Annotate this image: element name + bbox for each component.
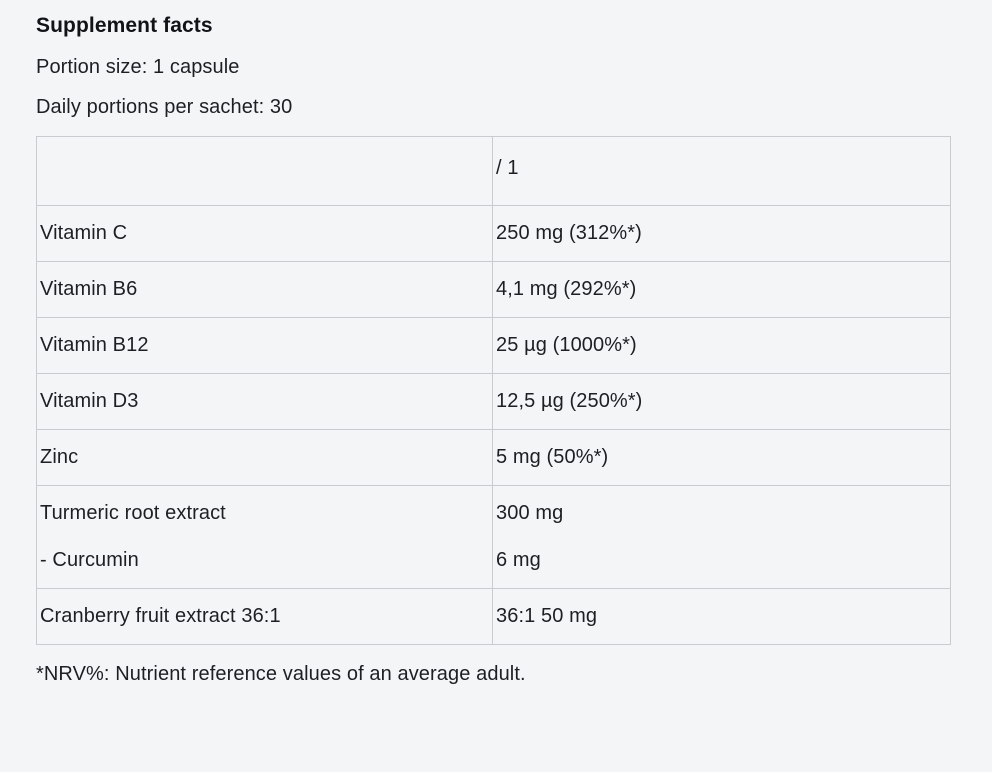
nutrient-amount: 4,1 mg (292%*) — [493, 262, 951, 318]
nutrient-name: Vitamin D3 — [37, 374, 493, 430]
table-row — [37, 262, 951, 318]
portion-size-text: Portion size: 1 capsule — [36, 56, 240, 78]
nutrient-name: Turmeric root extract — [40, 502, 226, 524]
nutrient-amount-group — [493, 486, 951, 589]
nutrient-name: Zinc — [37, 430, 493, 486]
table-row — [37, 589, 951, 645]
table-header-row — [37, 137, 951, 206]
table-row — [37, 486, 951, 589]
nutrient-name: Vitamin B6 — [37, 262, 493, 318]
table-row — [37, 374, 951, 430]
daily-portions-text: Daily portions per sachet: 30 — [36, 96, 293, 118]
page-title: Supplement facts — [36, 14, 213, 37]
nutrient-name-group — [37, 486, 493, 589]
nutrient-amount: 300 mg — [496, 502, 564, 524]
nutrient-amount: 25 µg (1000%*) — [493, 318, 951, 374]
supplement-facts-table — [36, 136, 951, 645]
nutrient-name: Vitamin C — [37, 206, 493, 262]
table-header-name-cell — [37, 137, 493, 206]
nrv-footnote: *NRV%: Nutrient reference values of an average adult. — [36, 663, 526, 685]
table-row — [37, 430, 951, 486]
nutrient-sub-amount: 6 mg — [496, 549, 541, 571]
nutrient-subname: - Curcumin — [40, 549, 139, 571]
nutrient-amount: 5 mg (50%*) — [493, 430, 951, 486]
nutrient-amount: 12,5 µg (250%*) — [493, 374, 951, 430]
table-header-value-cell: / 1 — [493, 137, 951, 206]
nutrient-name: Cranberry fruit extract 36:1 — [37, 589, 493, 645]
table-row — [37, 206, 951, 262]
nutrient-amount: 36:1 50 mg — [493, 589, 951, 645]
nutrient-name: Vitamin B12 — [37, 318, 493, 374]
table-row — [37, 318, 951, 374]
nutrient-amount: 250 mg (312%*) — [493, 206, 951, 262]
